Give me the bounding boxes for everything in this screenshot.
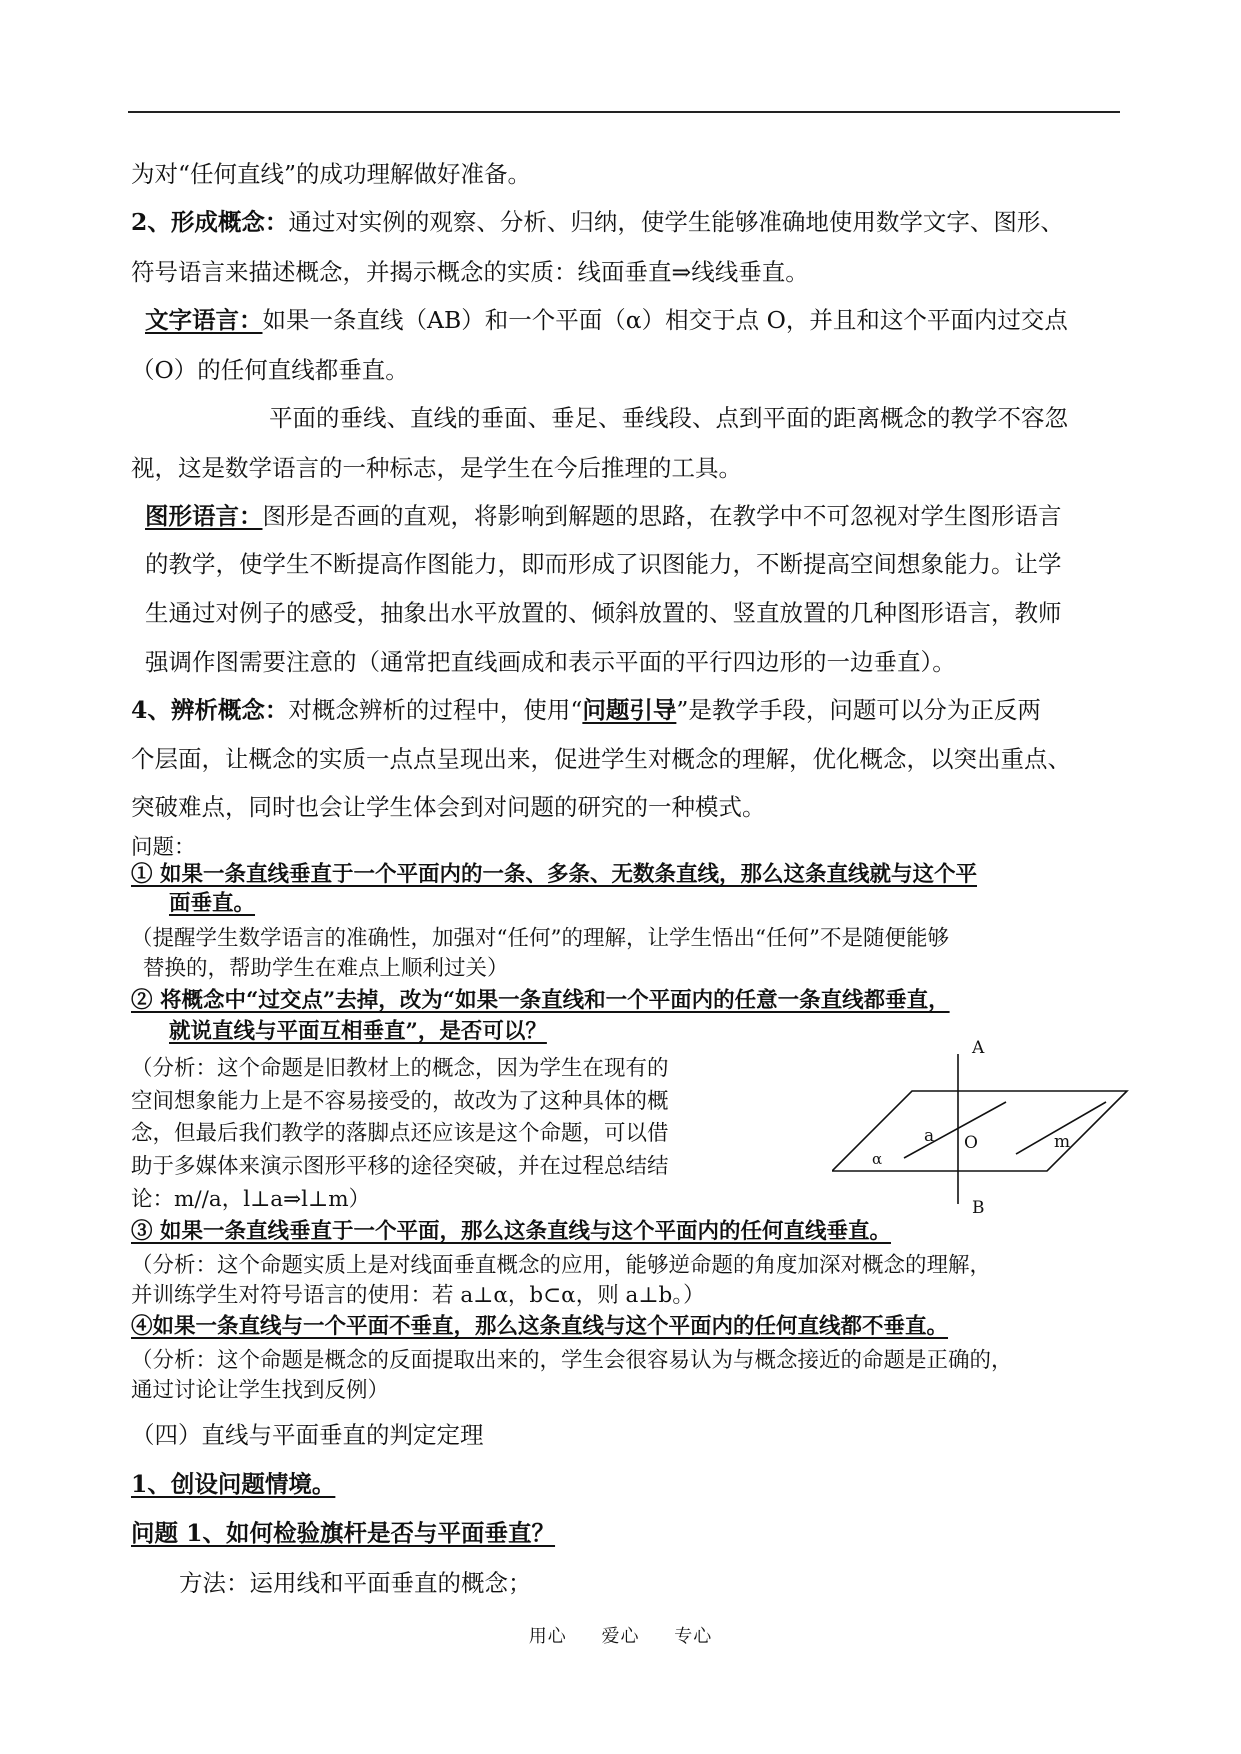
note-1-line: 替换的，帮助学生在难点上顺利过关）	[143, 956, 509, 981]
question-3-line: ③ 如果一条直线垂直于一个平面，那么这条直线与这个平面内的任何直线垂直。	[131, 1219, 891, 1244]
paragraph-line: 符号语言来描述概念，并揭示概念的实质：线面垂直⇒线线垂直。	[131, 258, 809, 286]
question-4-line: ④如果一条直线与一个平面不垂直，那么这条直线与这个平面内的任何直线都不垂直。	[131, 1314, 949, 1339]
paragraph-line: 的教学，使学生不断提高作图能力，即而形成了识图能力，不断提高空间想象能力。让学	[145, 550, 1062, 578]
label-graphic-language: 图形语言：	[145, 502, 263, 530]
note-1-line: （提醒学生数学语言的准确性，加强对“任何”的理解，让学生悟出“任何”不是随便能够	[131, 926, 949, 951]
label-point-a: A	[972, 1038, 985, 1058]
line-a	[904, 1102, 1006, 1158]
paragraph-line	[145, 305, 1068, 335]
method-line: 方法：运用线和平面垂直的概念；	[179, 1569, 532, 1597]
paragraph-text: 图形是否画的直观，将影响到解题的思路，在教学中不可忽视对学生图形语言	[262, 502, 1062, 530]
label-point-b: B	[972, 1198, 985, 1216]
questions-heading: 问题：	[131, 835, 196, 860]
note-2-line: 助于多媒体来演示图形平移的途径突破，并在过程总结结	[131, 1154, 669, 1179]
paragraph-line: 突破难点，同时也会让学生体会到对问题的研究的一种模式。	[131, 793, 766, 821]
question-2-line: ② 将概念中“过交点”去掉，改为“如果一条直线和一个平面内的任意一条直线都垂直，	[131, 988, 950, 1013]
question-1-line: 面垂直。	[169, 891, 256, 916]
paragraph-line: 为对“任何直线”的成功理解做好准备。	[131, 160, 532, 188]
label-point-o: O	[964, 1133, 978, 1153]
label-line-a: a	[924, 1126, 935, 1146]
label-plane-alpha: α	[872, 1150, 883, 1168]
paragraph-line	[145, 501, 1062, 531]
section-label-forming-concept: 2、形成概念：	[131, 208, 289, 236]
page-footer	[0, 1622, 1241, 1648]
note-2-line: 论：m//a，l⊥a⇒l⊥m）	[131, 1187, 371, 1212]
label-line-m: m	[1054, 1132, 1071, 1152]
footer-word: 爱心	[601, 1626, 640, 1647]
paragraph-line	[131, 207, 1064, 237]
section-title-theorem: （四）直线与平面垂直的判定定理	[131, 1421, 484, 1449]
paragraph-line: 生通过对例子的感受，抽象出水平放置的、倾斜放置的、竖直放置的几种图形语言，教师	[145, 599, 1062, 627]
note-2-line: 空间想象能力上是不容易接受的，故改为了这种具体的概	[131, 1089, 669, 1114]
paragraph-line: 个层面，让概念的实质一点点呈现出来，促进学生对概念的理解，优化概念，以突出重点、	[131, 745, 1071, 773]
subsection-title: 1、创设问题情境。	[131, 1470, 336, 1498]
note-4-line: 通过讨论让学生找到反例）	[131, 1378, 390, 1403]
note-4-line: （分析：这个命题是概念的反面提取出来的，学生会很容易认为与概念接近的命题是正确的，	[131, 1348, 1013, 1373]
paragraph-line: 强调作图需要注意的（通常把直线画成和表示平面的平行四边形的一边垂直）。	[145, 648, 956, 676]
header-rule	[128, 111, 1120, 113]
paragraph-text: 通过对实例的观察、分析、归纳，使学生能够准确地使用数学文字、图形、	[288, 208, 1064, 236]
question-2-line: 就说直线与平面互相垂直”，是否可以？	[169, 1019, 547, 1044]
note-3-line: 并训练学生对符号语言的使用：若 a⊥α，b⊂α，则 a⊥b。）	[131, 1283, 705, 1308]
perpendicular-line-plane-figure	[832, 1036, 1132, 1216]
note-2-line: （分析：这个命题是旧教材上的概念，因为学生在现有的	[131, 1056, 669, 1081]
paragraph-line: 平面的垂线、直线的垂面、垂足、垂线段、点到平面的距离概念的教学不容忽	[269, 404, 1068, 432]
paragraph-text: 如果一条直线（AB）和一个平面（α）相交于点 O，并且和这个平面内过交点	[262, 306, 1068, 334]
paragraph-line: 视，这是数学语言的一种标志，是学生在今后推理的工具。	[131, 454, 742, 482]
label-verbal-language: 文字语言：	[145, 306, 263, 334]
paragraph-line: 4、辨析概念：对概念辨析的过程中，使用“问题引导”是教学手段，问题可以分为正反两	[131, 696, 1041, 724]
paragraph-line: （O）的任何直线都垂直。	[131, 356, 409, 384]
footer-word: 专心	[674, 1626, 713, 1647]
section-label-analyze-concept: 4、辨析概念：	[131, 696, 289, 724]
key-term-question-guide: 问题引导	[582, 696, 677, 724]
problem-1-title: 问题 1、如何检验旗杆是否与平面垂直？	[131, 1519, 556, 1547]
note-3-line: （分析：这个命题实质上是对线面垂直概念的应用，能够逆命题的角度加深对概念的理解，	[131, 1253, 992, 1278]
footer-word: 用心	[528, 1626, 567, 1647]
question-1-line: ① 如果一条直线垂直于一个平面内的一条、多条、无数条直线，那么这条直线就与这个平	[131, 862, 977, 887]
note-2-line: 念，但最后我们教学的落脚点还应该是这个命题，可以借	[131, 1121, 669, 1146]
